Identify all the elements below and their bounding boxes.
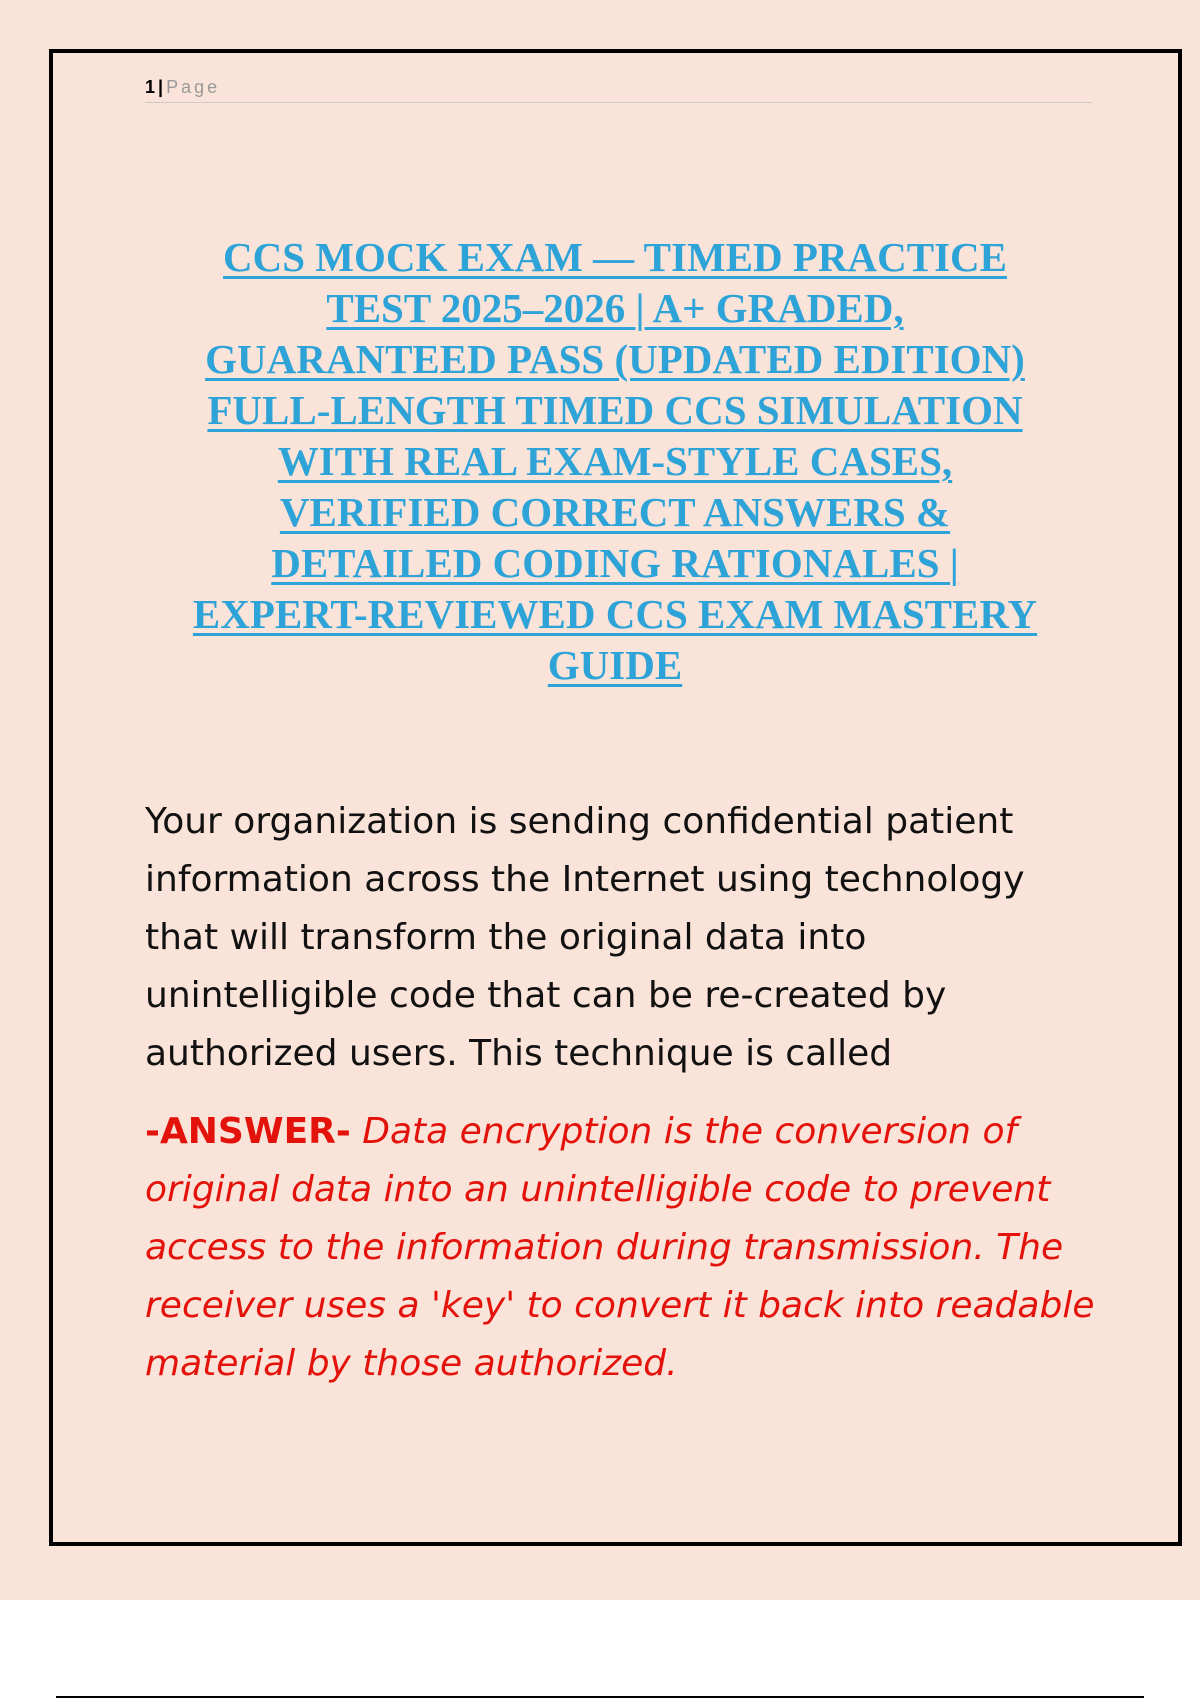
- title-line[interactable]: GUARANTEED PASS (UPDATED EDITION): [205, 336, 1025, 382]
- title-line[interactable]: CCS MOCK EXAM — TIMED PRACTICE: [223, 234, 1007, 280]
- question-line: information across the Internet using technology: [145, 859, 1025, 900]
- title-line[interactable]: GUIDE: [547, 642, 683, 688]
- question-text: [145, 793, 1095, 1083]
- question-line: unintelligible code that can be re-created by: [145, 975, 947, 1016]
- footer-divider: [56, 1696, 1144, 1698]
- document-title[interactable]: [140, 232, 1090, 691]
- answer-line: access to the information during transmission. The: [145, 1227, 1064, 1268]
- page-label: Page: [166, 77, 221, 97]
- title-line[interactable]: VERIFIED CORRECT ANSWERS &: [279, 489, 951, 535]
- page-separator: |: [158, 77, 164, 97]
- title-line[interactable]: WITH REAL EXAM-STYLE CASES,: [277, 438, 953, 484]
- question-line: that will transform the original data into: [145, 917, 867, 958]
- page-header: [145, 74, 1092, 103]
- answer-line: material by those authorized.: [145, 1343, 678, 1384]
- answer-line-text: Data encryption is the conversion of: [350, 1111, 1018, 1152]
- answer-label: -ANSWER-: [145, 1111, 351, 1152]
- title-line[interactable]: FULL-LENGTH TIMED CCS SIMULATION: [207, 387, 1023, 433]
- title-line[interactable]: EXPERT-REVIEWED CCS EXAM MASTERY: [192, 591, 1038, 637]
- answer-line: receiver uses a 'key' to convert it back into readable: [145, 1285, 1095, 1326]
- question-line: authorized users. This technique is called: [145, 1033, 893, 1074]
- page-number: 1: [145, 77, 156, 97]
- answer-text: [145, 1103, 1105, 1393]
- title-line[interactable]: TEST 2025–2026 | A+ GRADED,: [326, 285, 904, 331]
- title-line[interactable]: DETAILED CODING RATIONALES |: [271, 540, 959, 586]
- question-line: Your organization is sending confidential patient: [145, 801, 1014, 842]
- answer-line: original data into an unintelligible code to prevent: [145, 1169, 1051, 1210]
- answer-line: [145, 1103, 1105, 1161]
